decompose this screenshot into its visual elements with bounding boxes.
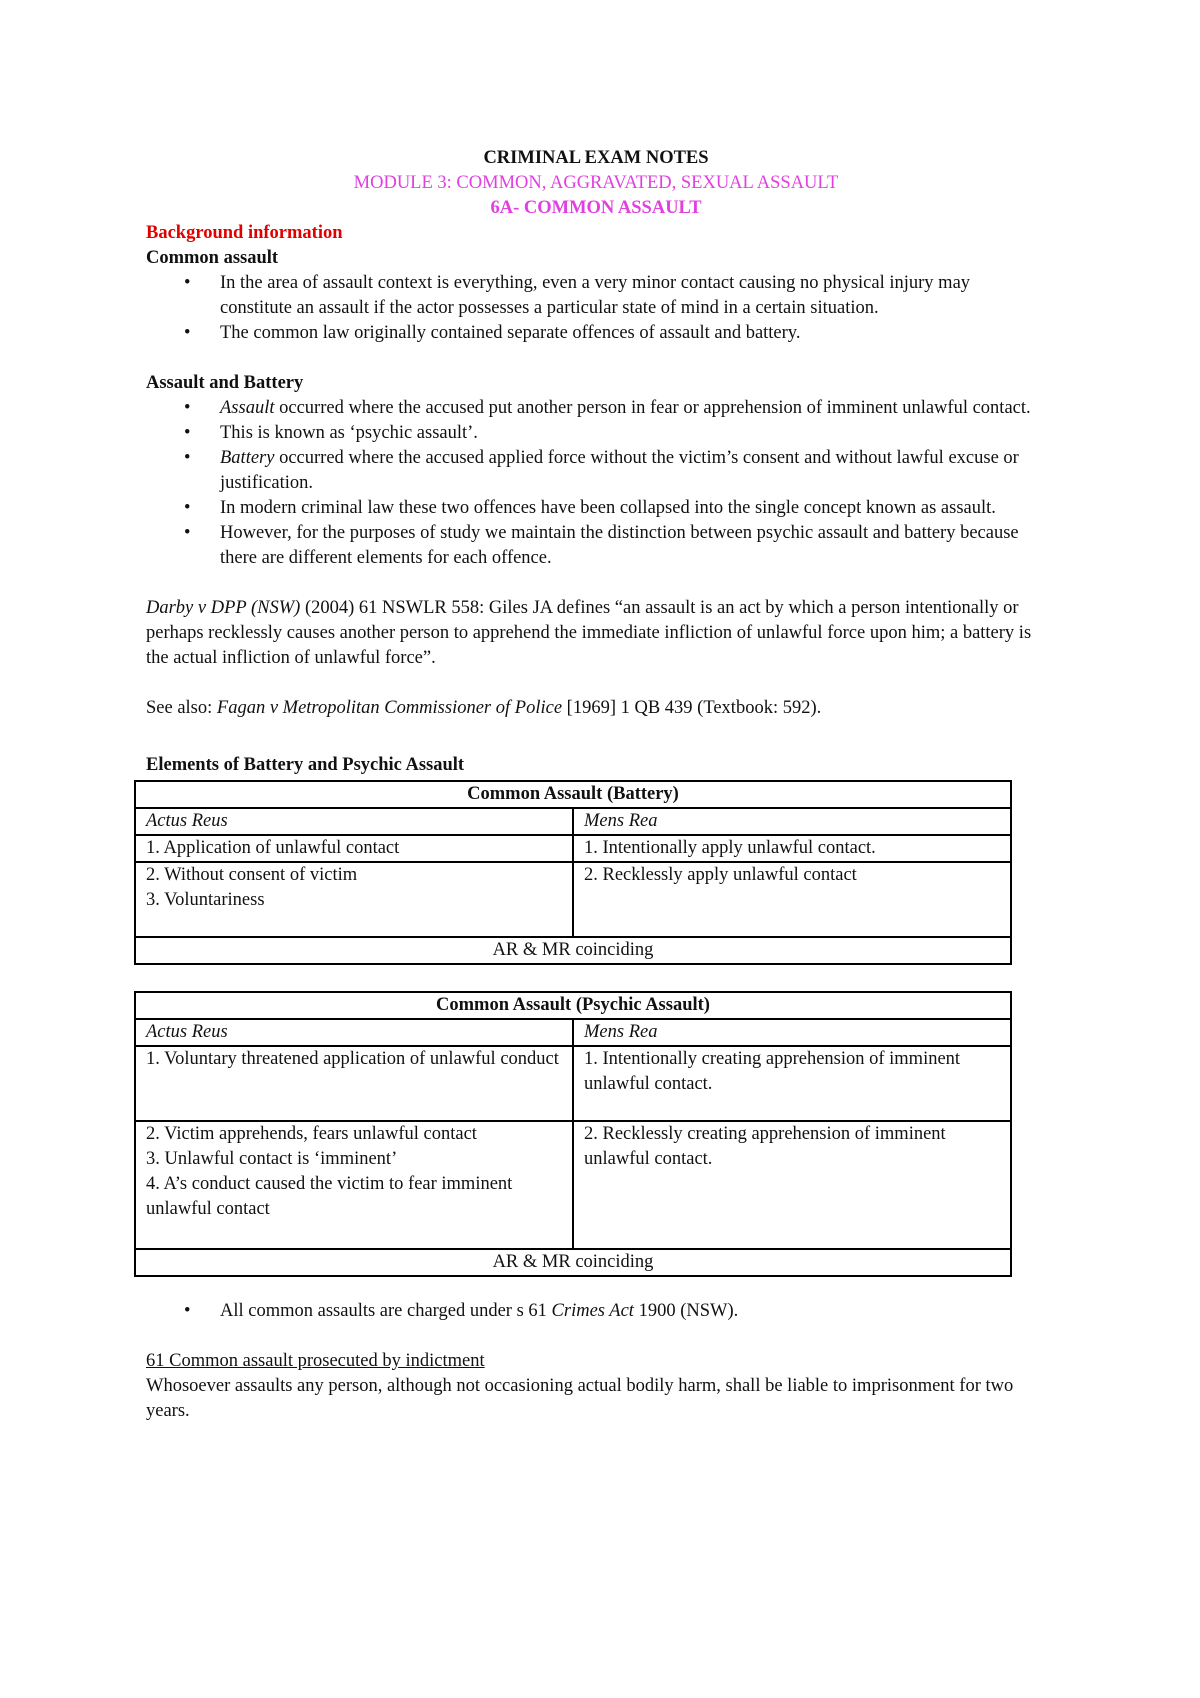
background-list: [146, 271, 1046, 346]
table-cell: 2. Victim apprehends, fears unlawful contact 3. Unlawful contact is ‘imminent’ 4. A’s conduct caused the victim to fear imminent unlawful contact: [135, 1121, 573, 1249]
table-footer: AR & MR coinciding: [135, 1249, 1011, 1276]
bullet-icon: •: [184, 448, 191, 468]
list-item: • In modern criminal law these two offences have been collapsed into the single concept known as assault.: [146, 496, 1046, 521]
bullet-icon: •: [184, 523, 191, 543]
background-heading: Background information: [146, 223, 343, 243]
doc-title: CRIMINAL EXAM NOTES: [483, 148, 709, 168]
list-item: • However, for the purposes of study we maintain the distinction between psychic assault and battery because there are different elements for each offence.: [184, 523, 1019, 568]
battery-table: [134, 780, 1012, 965]
list-item: • In the area of assault context is everything, even a very minor contact causing no physical injury may constitute an assault if the actor possesses a particular state of mind in a certain situation.: [184, 273, 971, 318]
column-header-mens-rea: Mens Rea: [573, 808, 1011, 835]
table-cell: 2. Without consent of victim 3. Voluntariness: [135, 862, 573, 937]
bullet-icon: •: [184, 498, 191, 518]
table-cell: 2. Recklessly creating apprehension of imminent unlawful contact.: [573, 1121, 1011, 1249]
see-also-paragraph: See also: Fagan v Metropolitan Commissioner of Police [1969] 1 QB 439 (Textbook: 592).: [146, 698, 822, 718]
case-name: Darby v DPP (NSW): [146, 598, 301, 618]
bullet-icon: •: [184, 323, 191, 343]
column-header-mens-rea: Mens Rea: [573, 1019, 1011, 1046]
darby-paragraph: Darby v DPP (NSW) (2004) 61 NSWLR 558: Giles JA defines “an assault is an act by which a person intentionally or perhaps recklessly causes another person to apprehend the immediate infliction of unlawful force upon him; a battery is the actual infliction of unlawful force”.: [146, 598, 1032, 668]
table-title: Common Assault (Battery): [135, 781, 1011, 808]
bullet-icon: •: [184, 273, 191, 293]
module-heading: MODULE 3: COMMON, AGGRAVATED, SEXUAL ASSAULT: [353, 173, 839, 193]
psychic-assault-table: [134, 991, 1012, 1277]
table-cell: 1. Voluntary threatened application of unlawful conduct: [135, 1046, 573, 1121]
column-header-actus-reus: Actus Reus: [135, 808, 573, 835]
list-item: • This is known as ‘psychic assault’.: [146, 421, 1046, 446]
table-cell: 2. Recklessly apply unlawful contact: [573, 862, 1011, 937]
table-cell: 1. Intentionally creating apprehension of imminent unlawful contact.: [573, 1046, 1011, 1121]
list-item: • Battery occurred where the accused applied force without the victim’s consent and without lawful excuse or justification.: [184, 448, 1019, 493]
column-header-actus-reus: Actus Reus: [135, 1019, 573, 1046]
document-page: [146, 146, 1046, 1424]
case-name: Fagan v Metropolitan Commissioner of Police: [216, 698, 563, 718]
common-assault-subheading: Common assault: [146, 248, 279, 268]
section-61-text: Whosoever assaults any person, although not occasioning actual bodily harm, shall be liable to imprisonment for two years.: [146, 1376, 1014, 1421]
elements-heading: Elements of Battery and Psychic Assault: [146, 755, 465, 775]
bullet-icon: •: [184, 423, 191, 443]
section-61-heading: 61 Common assault prosecuted by indictment: [146, 1351, 485, 1371]
bullet-icon: •: [184, 398, 191, 418]
table-cell: 1. Application of unlawful contact: [135, 835, 573, 862]
table-footer: AR & MR coinciding: [135, 937, 1011, 964]
list-item: • The common law originally contained separate offences of assault and battery.: [146, 321, 1046, 346]
charged-list: [146, 1299, 1046, 1324]
table-title: Common Assault (Psychic Assault): [135, 992, 1011, 1019]
table-cell: 1. Intentionally apply unlawful contact.: [573, 835, 1011, 862]
section-heading: 6A- COMMON ASSAULT: [490, 198, 702, 218]
list-item: • All common assaults are charged under s 61 Crimes Act 1900 (NSW).: [146, 1299, 1046, 1324]
assault-battery-list: [146, 396, 1046, 571]
list-item: • Assault occurred where the accused put another person in fear or apprehension of imminent unlawful contact.: [146, 396, 1046, 421]
bullet-icon: •: [184, 1301, 191, 1321]
assault-battery-heading: Assault and Battery: [146, 373, 304, 393]
